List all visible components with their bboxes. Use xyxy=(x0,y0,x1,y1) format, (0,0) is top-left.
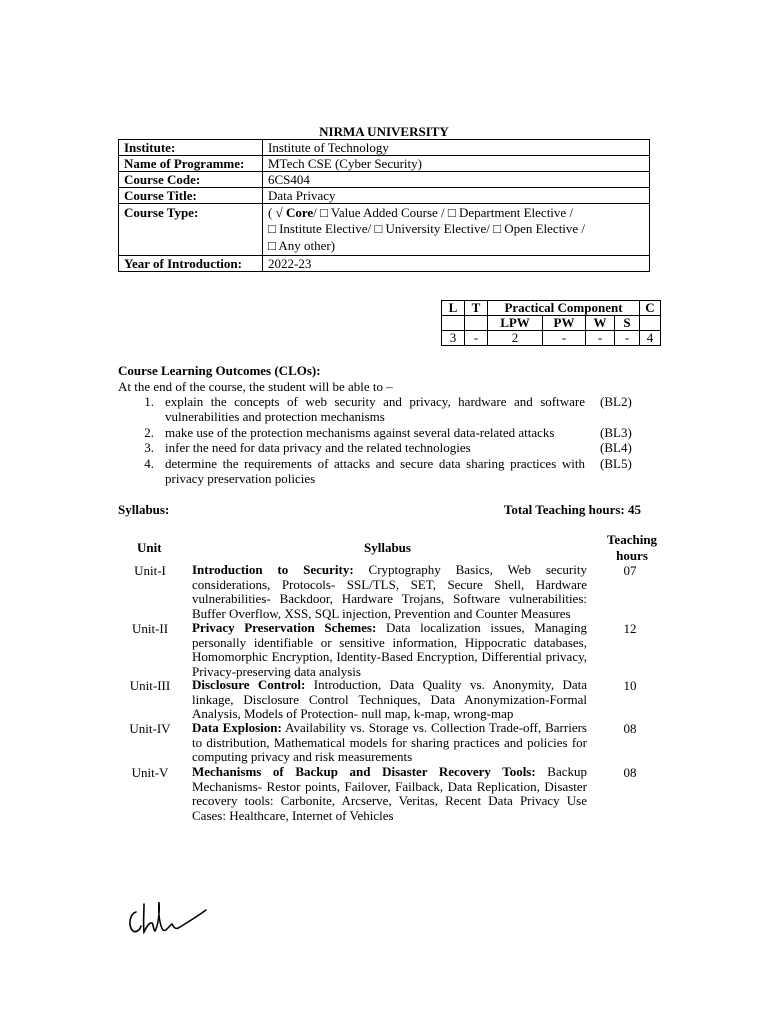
programme-label: Name of Programme: xyxy=(119,156,263,172)
credit-structure-table xyxy=(441,300,661,346)
unit-title: Mechanisms of Backup and Disaster Recovery Tools: xyxy=(192,764,536,779)
unit-topics: Availability vs. Storage vs. Collection Trade-off, Barriers to distribution, Mathematical models for sharing practices and policies for computing privacy and risk measurements xyxy=(192,720,587,765)
unit-column-header: Unit xyxy=(137,540,162,555)
year-value: 2022-23 xyxy=(263,255,650,271)
unit-hours: 08 xyxy=(623,721,637,736)
unit-name: Unit-I xyxy=(134,563,166,578)
clo-text: explain the concepts of web security and privacy, hardware and software vulnerabilities and protection mechanisms xyxy=(165,394,585,424)
unit-title: Data Explosion: xyxy=(192,720,282,735)
total-teaching-hours: Total Teaching hours: 45 xyxy=(503,502,641,517)
ltp-blank-cell xyxy=(465,316,488,331)
ltp-header-row xyxy=(442,301,661,316)
code-value: 6CS404 xyxy=(263,172,650,188)
info-row-type xyxy=(119,204,650,256)
unit-hours: 08 xyxy=(623,765,637,780)
unit-title: Privacy Preservation Schemes: xyxy=(192,620,377,635)
ltp-practical-header: Practical Component xyxy=(488,301,640,316)
ltp-pw-header: PW xyxy=(543,316,586,331)
clo-number: 1. xyxy=(144,394,154,409)
ltp-blank-cell xyxy=(442,316,465,331)
core-check-mark: ( √ xyxy=(268,205,286,220)
ltp-l-value: 3 xyxy=(442,331,465,346)
ltp-pw-value: - xyxy=(543,331,586,346)
core-label: Core xyxy=(285,205,314,220)
info-row-programme xyxy=(119,156,650,172)
unit-topics: Introduction, Data Quality vs. Anonymity, Data linkage, Disclosure Control Techniques, Data Anonymization-Formal Analysis, Models of Protection- null map, k-map, wrong-map xyxy=(192,677,587,722)
institute-label: Institute: xyxy=(119,140,263,156)
unit-hours: 12 xyxy=(623,621,637,636)
unit-name: Unit-III xyxy=(129,678,171,693)
ltp-t-value: - xyxy=(465,331,488,346)
university-title: NIRMA UNIVERSITY xyxy=(319,124,449,139)
clo-bloom-level: (BL2) xyxy=(600,394,632,409)
info-row-code xyxy=(119,172,650,188)
unit-description xyxy=(192,678,587,722)
unit-description xyxy=(192,621,587,679)
clo-number: 4. xyxy=(144,456,154,471)
ltp-blank-cell xyxy=(640,316,661,331)
type-line-1-rest: / □ Value Added Course / □ Department Elective / xyxy=(313,205,574,220)
ltp-c-value: 4 xyxy=(640,331,661,346)
type-label: Course Type: xyxy=(119,204,263,256)
unit-title: Disclosure Control: xyxy=(192,677,306,692)
type-value xyxy=(263,204,650,256)
unit-hours: 10 xyxy=(623,678,637,693)
ltp-t-header: T xyxy=(465,301,488,316)
unit-title: Introduction to Security: xyxy=(192,562,354,577)
ltp-lpw-header: LPW xyxy=(488,316,543,331)
info-row-title xyxy=(119,188,650,204)
ltp-l-header: L xyxy=(442,301,465,316)
clo-text: determine the requirements of attacks and secure data sharing practices with privacy preservation policies xyxy=(165,456,585,486)
ltp-s-header: S xyxy=(615,316,640,331)
title-value: Data Privacy xyxy=(263,188,650,204)
clo-text: infer the need for data privacy and the related technologies xyxy=(165,440,471,455)
unit-name: Unit-IV xyxy=(129,721,171,736)
institute-value: Institute of Technology xyxy=(263,140,650,156)
clo-bloom-level: (BL4) xyxy=(600,440,632,455)
unit-hours: 07 xyxy=(623,563,637,578)
type-line-1 xyxy=(268,205,644,221)
info-row-institute xyxy=(119,140,650,156)
clo-bloom-level: (BL3) xyxy=(600,425,632,440)
type-line-2: □ Institute Elective/ □ University Elective/ □ Open Elective / xyxy=(268,221,586,237)
type-line-3: □ Any other) xyxy=(268,237,336,253)
ltp-c-header: C xyxy=(640,301,661,316)
clo-number: 2. xyxy=(144,425,154,440)
info-row-year xyxy=(119,255,650,271)
course-info-table xyxy=(118,139,650,272)
clo-bloom-level: (BL5) xyxy=(600,456,632,471)
ltp-w-value: - xyxy=(586,331,615,346)
title-label: Course Title: xyxy=(119,188,263,204)
syllabus-column-header: Syllabus xyxy=(364,540,411,555)
ltp-subheader-row xyxy=(442,316,661,331)
unit-description xyxy=(192,563,587,621)
unit-description xyxy=(192,721,587,765)
programme-value: MTech CSE (Cyber Security) xyxy=(263,156,650,172)
unit-description xyxy=(192,765,587,823)
ltp-s-value: - xyxy=(615,331,640,346)
unit-topics: Data localization issues, Managing personally identifiable or sensitive information, Hippocratic databases, Homomorphic Encryption, Identity-Based Encryption, Differential privacy, Privacy-preserving data analysis xyxy=(192,620,587,679)
ltp-lpw-value: 2 xyxy=(488,331,543,346)
clo-number: 3. xyxy=(144,440,154,455)
clo-text: make use of the protection mechanisms against several data-related attacks xyxy=(165,425,555,440)
clo-intro: At the end of the course, the student will be able to – xyxy=(118,379,393,394)
code-label: Course Code: xyxy=(119,172,263,188)
unit-name: Unit-V xyxy=(131,765,169,780)
clo-heading: Course Learning Outcomes (CLOs): xyxy=(118,363,321,378)
hours-column-header: Teaching hours xyxy=(606,532,658,563)
ltp-value-row xyxy=(442,331,661,346)
syllabus-label: Syllabus: xyxy=(118,502,170,517)
ltp-w-header: W xyxy=(586,316,615,331)
unit-topics: Cryptography Basics, Web security considerations, Protocols- SSL/TLS, SET, Secure Shell, Hardware vulnerabilities- Backdoor, Hardware Trojans, Software vulnerabilities: Buffer Overflow, XSS, SQL injection, Prevention and Counter Measures xyxy=(192,562,587,621)
signature-image xyxy=(122,890,212,940)
year-label: Year of Introduction: xyxy=(119,255,263,271)
unit-name: Unit-II xyxy=(131,621,169,636)
unit-topics: Backup Mechanisms- Restor points, Failover, Failback, Data Replication, Disaster recovery tools: Carbonite, Arcserve, Veritas, Recent Data Privacy Use Cases: Healthcare, Internet of Vehicles xyxy=(192,764,587,823)
